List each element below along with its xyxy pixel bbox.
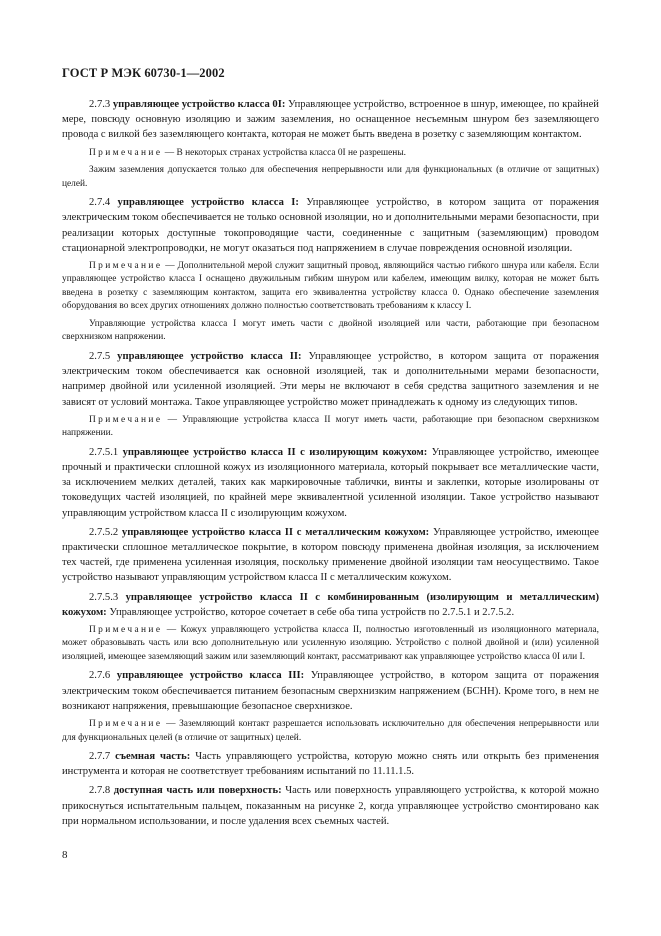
clause-number: 2.7.5.3 [89, 591, 119, 603]
clause-term: управляющее устройство класса 0I: [112, 99, 286, 110]
note-paragraph [62, 718, 599, 745]
clause-text: Управляющее устройство, имеющее прочный и практически сплошной кожух из изоляционного материала, который покрывает все металлические части, за исключением мелких деталей, таких как маркировочные таблички, винты и заклепки, которые изолированы от токоведущих частей изоляцией, по крайней мере эквивалентной усиленной изоляции. Такое устройство называют управляющим устройством класса II с изолирующим кожухом. [62, 446, 599, 519]
note-paragraph [62, 260, 599, 314]
clause-term: управляющее устройство класса II с изолирующим кожухом: [122, 446, 428, 458]
note-label: Примечание [89, 719, 163, 730]
note-text: — Заземляющий контакт разрешается использовать исключительно для обеспечения непрерывности или для функциональных целей (в отличие от защитных) целей. [62, 719, 600, 743]
clause-term: управляющее устройство класса II с комбинированным (изолирующим и металлическим) кожухом: [62, 591, 599, 618]
clause-number: 2.7.4 [89, 197, 111, 209]
clause-text: Часть управляющего устройства, которую можно снять или открыть без применения инструмента и которая не соответствует требованиям испытаний по 11.11.1.5. [62, 751, 600, 778]
clause-text: Управляющее устройство, которое сочетает в себе оба типа устройств по 2.7.5.1 и 2.7.5.2. [109, 606, 515, 618]
clause-text: Управляющее устройство, в котором защита от поражения электрическим током обеспечивается питанием безопасным сверхнизким напряжением (БСНН). Кроме того, в нем не возникают напряжения, превышающие безопасное сверхнизкое. [62, 670, 599, 712]
document-body [62, 97, 599, 833]
clause-paragraph [62, 195, 599, 256]
note-continuation: Зажим заземления допускается только для обеспечения непрерывности или для функциональных (в отличие от защитных) целей. [62, 165, 599, 189]
clause-paragraph [62, 590, 599, 620]
note-text: — Кожух управляющего устройства класса II, полностью изготовленный из изоляционного материала, может образовывать часть или всю дополнительную или усиленную изоляцию. Устройство с полной двойной и (или) усиленной изоляцией, имеющее заземляющий зажим или заземляющий контакт, рассматривают как управляющее устройство класса 0I или I. [62, 624, 599, 662]
note-text: — Управляющие устройства класса II могут иметь части, работающие при безопасном сверхнизком напряжении. [62, 414, 599, 439]
clause-term: управляющее устройство класса III: [116, 670, 305, 682]
clause-number: 2.7.7 [89, 751, 111, 763]
note-label: Примечание [89, 147, 163, 158]
document-header: ГОСТ Р МЭК 60730-1—2002 [62, 66, 225, 80]
note-label: Примечание [89, 260, 163, 271]
clause-paragraph [62, 783, 599, 829]
clause-number: 2.7.3 [89, 99, 111, 110]
clause-paragraph [62, 668, 599, 714]
note-paragraph [62, 624, 599, 665]
clause-paragraph [62, 525, 599, 586]
note-text: — Дополнительной мерой служит защитный провод, являющийся частью гибкого шнура или кабеля. Если управляющее устройство класса I оснащено двужильным гибким шнуром или кабелем, имеющим вилку, которая не может быть введена в розетку с заземляющим контактом, защита его эквивалентна устройству класса 0. Однако обеспечение заземления оборудования во всех других отношениях должно полностью соответствовать требованиям к классу I. [62, 260, 599, 312]
clause-paragraph [62, 445, 599, 521]
clause-text: Управляющее устройство, в котором защита от поражения электрическим током обеспечивается как основной изоляцией, так и дополнительными мерами безопасности, например двойной или усиленной изоляцией. Эти меры не включают в себя средства защитного заземления и не зависят от условий монтажа. Такое управляющее устройство может принадлежать к одному из следующих типов. [62, 350, 599, 408]
clause-text: Часть или поверхность управляющего устройства, к которой можно прикоснуться испытательным пальцем, показанным на рисунке 2, когда управляющее устройство смонтировано как при нормальном использовании, и после удаления всех съемных частей. [62, 785, 599, 827]
clause-paragraph [62, 749, 599, 779]
clause-text: Управляющее устройство, в котором защита от поражения электрическим током обеспечивается не только основной изоляции, но и дополнительными мерами безопасности, при реализации которых доступные токопроводящие части, соединенные с защитным (заземляющим) проводом стационарной электропроводки, не могут оказаться под напряжением в случае повреждения основной изоляции. [62, 197, 599, 254]
note-label: Примечание [89, 414, 163, 425]
clause-term: доступная часть или поверхность: [113, 785, 282, 797]
clause-text: Управляющее устройство, имеющее практически сплошное металлическое покрытие, в котором повсюду применена двойная изоляция, за исключением тех частей, где применена усиленная изоляция, поскольку применение двойной изоляции там неосуществимо. Такое устройство называют управляющим устройством класса II с металлическим кожухом. [62, 526, 599, 584]
note-paragraph [62, 147, 599, 161]
clause-term: съемная часть: [115, 751, 191, 763]
clause-number: 2.7.5.1 [89, 446, 119, 458]
clause-term: управляющее устройство класса II с металлическим кожухом: [121, 526, 430, 538]
clause-text: Управляющее устройство, встроенное в шнур, имеющее, по крайней мере, повсюду основную изоляцию и зажим заземления, но оснащенное несъемным шнуром без заземляющего провода с вилкой без заземляющего контакта, которая не может быть введена в розетку с заземляющим контактом. [62, 99, 599, 141]
clause-number: 2.7.5 [89, 350, 111, 362]
clause-number: 2.7.8 [89, 785, 111, 797]
page-number: 8 [62, 849, 68, 861]
note-paragraph [62, 414, 599, 441]
clause-paragraph [62, 97, 599, 143]
clause-term: управляющее устройство класса I: [117, 197, 299, 209]
note-continuation: Управляющие устройства класса I могут иметь части с двойной изоляцией или части, работающие при безопасном сверхнизком напряжении. [62, 318, 599, 343]
clause-term: управляющее устройство класса II: [117, 350, 302, 362]
clause-paragraph [62, 349, 599, 410]
clause-number: 2.7.5.2 [89, 526, 119, 538]
note-text: — В некоторых странах устройства класса 0I не разрешены. [164, 147, 406, 158]
note-label: Примечание [89, 624, 163, 635]
clause-number: 2.7.6 [89, 670, 111, 682]
